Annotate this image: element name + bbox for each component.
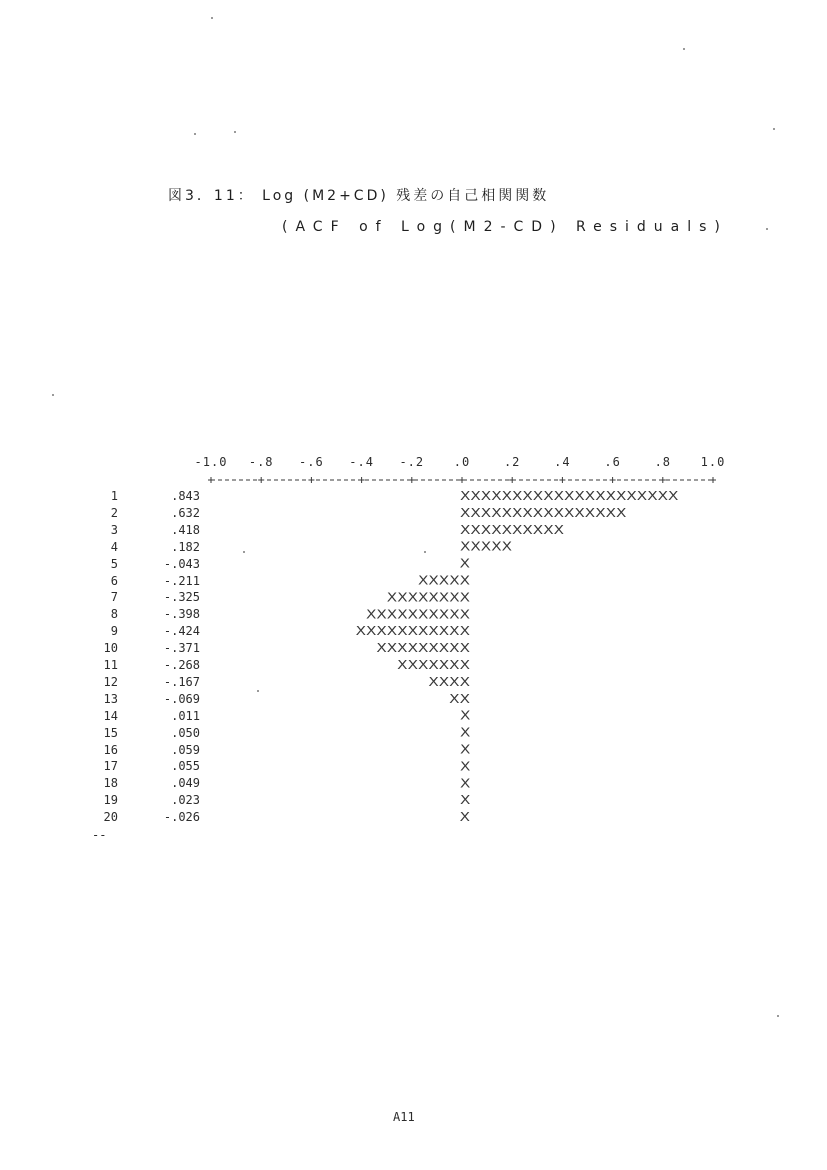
acf-value-label: .059 xyxy=(171,742,200,757)
x-axis-plus-marker xyxy=(710,477,716,483)
x-axis-plus-marker xyxy=(359,477,365,483)
lag-label: 3 xyxy=(110,522,118,537)
scan-speck xyxy=(257,690,259,692)
acf-bar: XXXXX xyxy=(418,573,470,588)
x-tick-label: -.4 xyxy=(349,455,374,469)
acf-value-label: .023 xyxy=(171,793,200,808)
x-tick-label: .4 xyxy=(554,455,571,469)
acf-bar: XXXXXXXXXXXXXXXX xyxy=(460,505,627,520)
x-tick-label: -.6 xyxy=(299,455,324,469)
acf-bar: X xyxy=(460,708,471,723)
x-tick-label: .0 xyxy=(453,455,471,469)
acf-bar: XX xyxy=(449,691,470,706)
x-tick-label: .6 xyxy=(604,455,621,469)
acf-value-label: -.398 xyxy=(163,607,200,622)
acf-bar: X xyxy=(460,742,471,757)
acf-value-label: -.268 xyxy=(163,658,200,672)
acf-bar: XXXXXXX xyxy=(397,658,470,672)
acf-bar: X xyxy=(460,776,471,791)
lag-label: 15 xyxy=(103,725,118,740)
x-axis-plus-marker xyxy=(459,477,465,483)
x-tick-label: 1.0 xyxy=(700,455,726,469)
acf-value-label: -.026 xyxy=(163,810,200,825)
scan-speck xyxy=(234,131,236,133)
x-axis-plus-marker xyxy=(409,477,415,483)
x-axis-plus-marker xyxy=(660,477,666,483)
acf-bar: XXXX xyxy=(428,674,470,689)
x-axis-plus-marker xyxy=(559,477,565,483)
scan-speck xyxy=(52,394,54,396)
acf-value-label: .843 xyxy=(171,489,200,503)
acf-value-label: -.043 xyxy=(163,556,200,571)
acf-bar: XXXXX xyxy=(460,539,512,554)
lag-label: 20 xyxy=(103,810,118,825)
x-axis-plus-marker xyxy=(610,477,616,483)
acf-bar: X xyxy=(460,793,471,808)
acf-value-label: .182 xyxy=(171,539,200,554)
lag-label: 12 xyxy=(103,674,118,689)
x-tick-label: -.2 xyxy=(399,455,425,469)
acf-bar: XXXXXXXXXX xyxy=(460,522,564,537)
scan-speck xyxy=(766,228,768,230)
page-number: A11 xyxy=(393,1110,415,1124)
scan-speck xyxy=(424,551,426,553)
lag-label: 4 xyxy=(110,539,118,554)
x-axis-plus-marker xyxy=(308,477,314,483)
lag-label: 16 xyxy=(103,742,118,757)
acf-bar: XXXXXXXX xyxy=(386,590,470,605)
footer-marker: -- xyxy=(92,828,107,842)
acf-bar: X xyxy=(459,810,470,825)
acf-value-label: .418 xyxy=(171,522,200,537)
lag-label: 14 xyxy=(103,708,118,723)
scan-speck xyxy=(777,1015,779,1017)
acf-value-label: .049 xyxy=(171,776,200,791)
x-tick-label: .2 xyxy=(503,455,521,469)
x-axis-plus-marker xyxy=(258,477,264,483)
x-tick-label: .8 xyxy=(654,455,672,469)
acf-value-label: -.167 xyxy=(163,674,200,689)
lag-label: 5 xyxy=(110,556,118,571)
acf-bar: X xyxy=(460,725,471,740)
acf-bar: XXXXXXXXXXXXXXXXXXXXX xyxy=(460,489,679,503)
lag-label: 9 xyxy=(110,624,118,639)
acf-value-label: .011 xyxy=(171,708,200,723)
lag-label: 17 xyxy=(103,759,118,774)
acf-bar: XXXXXXXXX xyxy=(376,641,470,656)
figure-title-japanese: 図3．11： Log (M2+CD) 残差の自己相関関数 xyxy=(168,188,550,204)
acf-value-label: -.069 xyxy=(163,691,200,706)
figure-title-english: (ACF of Log(M2-CD) Residuals) xyxy=(282,219,728,235)
lag-label: 19 xyxy=(103,793,118,808)
acf-bar: X xyxy=(459,556,470,571)
scan-speck xyxy=(243,551,245,553)
lag-label: 13 xyxy=(103,691,118,706)
acf-value-label: -.211 xyxy=(163,573,200,588)
acf-bar: XXXXXXXXXXX xyxy=(355,624,470,639)
acf-value-label: .050 xyxy=(171,725,200,740)
x-axis-plus-marker xyxy=(509,477,515,483)
scan-speck xyxy=(683,48,685,50)
acf-bar: X xyxy=(460,759,471,774)
scan-speck xyxy=(211,17,213,19)
acf-value-label: -.325 xyxy=(163,590,200,605)
scan-speck xyxy=(773,128,775,130)
lag-label: 2 xyxy=(110,505,118,520)
acf-value-label: .632 xyxy=(171,505,200,520)
x-axis-plus-marker xyxy=(208,477,214,483)
acf-value-label: -.371 xyxy=(163,641,200,656)
lag-label: 8 xyxy=(110,607,118,622)
lag-label: 11 xyxy=(103,658,118,672)
acf-bar: XXXXXXXXXX xyxy=(366,607,470,622)
lag-label: 10 xyxy=(103,641,118,656)
lag-label: 7 xyxy=(110,590,118,605)
lag-label: 6 xyxy=(110,573,118,588)
lag-label: 18 xyxy=(103,776,118,791)
x-tick-label: -1.0 xyxy=(194,455,228,469)
lag-label: 1 xyxy=(110,489,118,503)
scan-speck xyxy=(194,133,196,135)
acf-value-label: .055 xyxy=(171,759,200,774)
x-tick-label: -.8 xyxy=(248,455,274,469)
acf-value-label: -.424 xyxy=(163,624,200,639)
